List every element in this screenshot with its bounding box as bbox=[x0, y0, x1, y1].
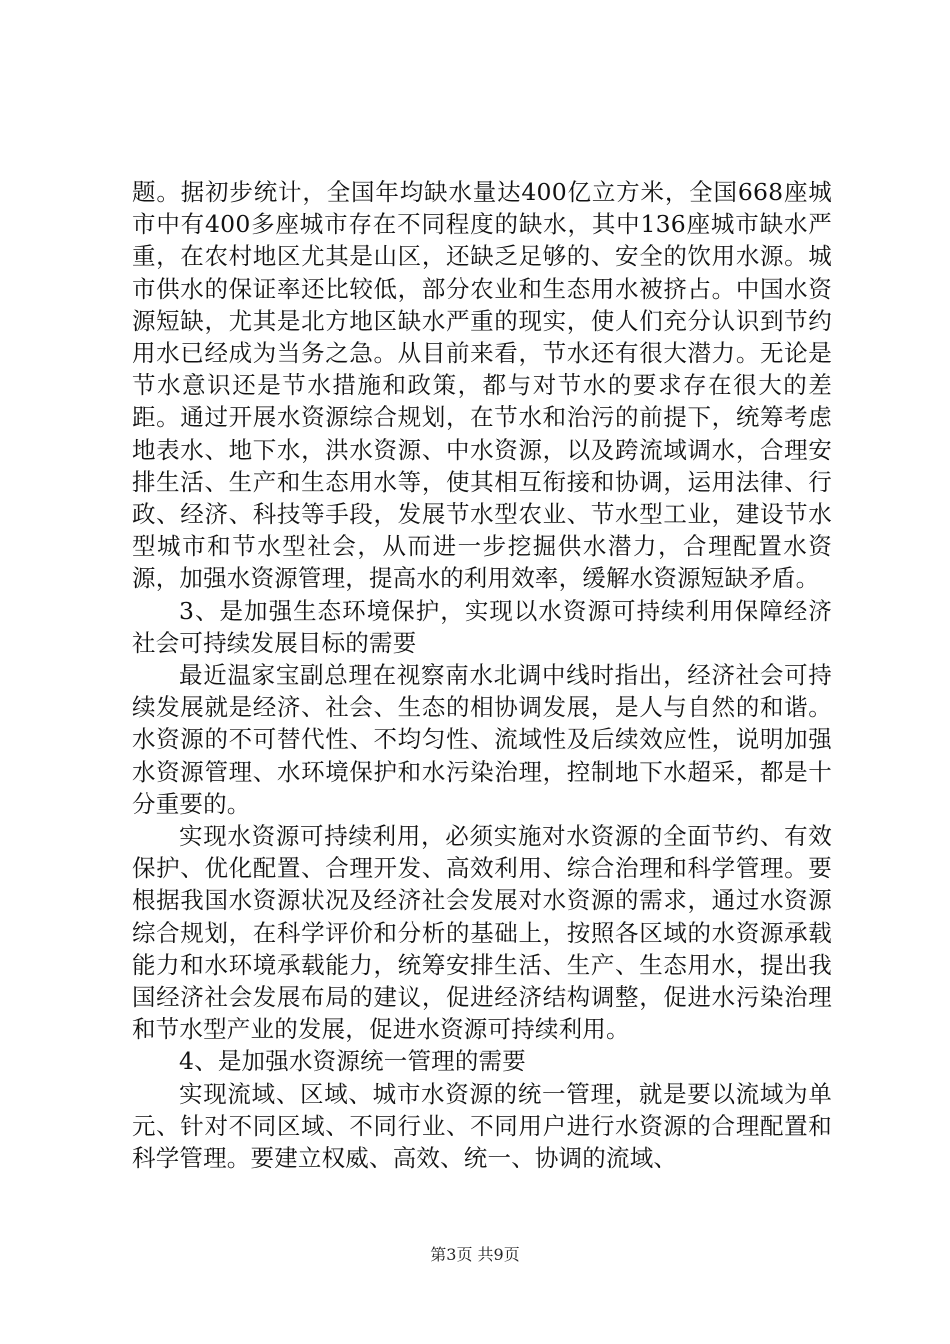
page-number-footer: 第3页 共9页 bbox=[430, 1245, 520, 1264]
paragraph-sustainable-use: 实现水资源可持续利用，必须实施对水资源的全面节约、有效保护、优化配置、合理开发、高效利用、综合治理和科学管理。要根据我国水资源状况及经济社会发展对水资源的需求，通过水资源综合规划，在科学评价和分析的基础上，按照各区域的水资源承载能力和水环境承载能力，统筹安排生活、生产、生态用水，提出我国经济社会发展布局的建议，促进经济结构调整，促进水污染治理和节水型产业的发展，促进水资源可持续利用。 bbox=[132, 822, 832, 1044]
heading-item-3: 3、是加强生态环境保护，实现以水资源可持续利用保障经济社会可持续发展目标的需要 bbox=[132, 596, 832, 657]
paragraph-unified-management: 实现流域、区域、城市水资源的统一管理，就是要以流域为单元、针对不同区域、不同行业、不同用户进行水资源的合理配置和科学管理。要建立权威、高效、统一、协调的流域、 bbox=[132, 1079, 832, 1173]
paragraph-sustainable-development: 最近温家宝副总理在视察南水北调中线时指出，经济社会可持续发展就是经济、社会、生态的相协调发展，是人与自然的和谐。水资源的不可替代性、不均匀性、流域性及后续效应性，说明加强水资源管理、水环境保护和水污染治理，控制地下水超采，都是十分重要的。 bbox=[132, 661, 832, 818]
document-body bbox=[132, 176, 832, 1174]
heading-item-4: 4、是加强水资源统一管理的需要 bbox=[179, 1047, 526, 1076]
paragraph-water-shortage: 题。据初步统计，全国年均缺水量达400亿立方米，全国668座城市中有400多座城市存在不同程度的缺水，其中136座城市缺水严重，在农村地区尤其是山区，还缺乏足够的、安全的饮用水源。城市供水的保证率还比较低，部分农业和生态用水被挤占。中国水资源短缺，尤其是北方地区缺水严重的现实，使人们充分认识到节约用水已经成为当务之急。从目前来看，节水还有很大潜力。无论是节水意识还是节水措施和政策，都与对节水的要求存在很大的差距。通过开展水资源综合规划，在节水和治污的前提下，统筹考虑地表水、地下水，洪水资源、中水资源，以及跨流域调水，合理安排生活、生产和生态用水等，使其相互衔接和协调，运用法律、行政、经济、科技等手段，发展节水型农业、节水型工业，建设节水型城市和节水型社会，从而进一步挖掘供水潜力，合理配置水资源，加强水资源管理，提高水的利用效率，缓解水资源短缺矛盾。 bbox=[132, 178, 832, 593]
